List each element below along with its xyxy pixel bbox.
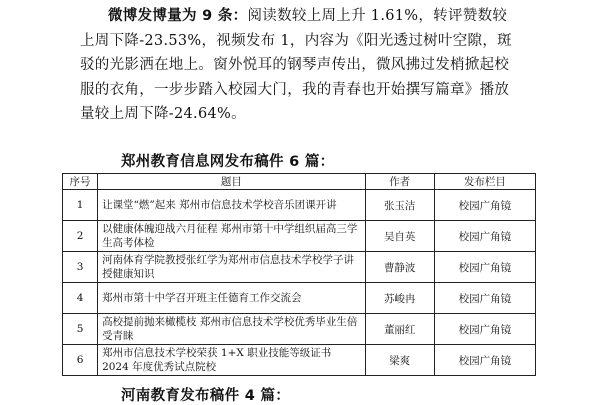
row-title: 河南体育学院教授张红学为郑州市信息技术学校学子讲授健康知识 <box>98 252 366 283</box>
header-column: 发布栏目 <box>434 174 535 190</box>
table-row <box>63 283 536 314</box>
row-column: 校园广角镜 <box>434 190 535 221</box>
row-title: 以健康体魄迎战六月征程 郑州市第十中学组织届高三学生高考体检 <box>98 221 366 252</box>
row-title: 高校提前抛来橄榄枝 郑州市信息技术学校优秀毕业生倍受青睐 <box>98 314 366 345</box>
header-author: 作者 <box>365 174 434 190</box>
table-row <box>63 314 536 345</box>
row-no: 2 <box>63 221 98 252</box>
weibo-label: 微博发博量为 9 条： <box>108 8 248 24</box>
table-row <box>63 252 536 283</box>
table-row <box>63 190 536 221</box>
row-author: 曹静波 <box>365 252 434 283</box>
row-column: 校园广角镜 <box>434 345 535 376</box>
row-no: 5 <box>63 314 98 345</box>
row-no: 4 <box>63 283 98 314</box>
articles-table <box>62 173 536 376</box>
row-author: 吴自英 <box>365 221 434 252</box>
table-row <box>63 221 536 252</box>
row-author: 苏峻冉 <box>365 283 434 314</box>
row-no: 6 <box>63 345 98 376</box>
header-no: 序号 <box>63 174 98 190</box>
row-column: 校园广角镜 <box>434 283 535 314</box>
header-title: 题目 <box>98 174 366 190</box>
section-title-zzedu: 郑州教育信息网发布稿件 6 篇： <box>121 154 335 170</box>
row-column: 校园广角镜 <box>434 314 535 345</box>
weibo-text: 阅读数较上周上升 1.61%，转评赞数较上周下降-23.53%，视频发布 1，内容为《阳光透过树叶空隙，斑驳的光影洒在地上。窗外悦耳的钢琴声传出，微风拂过发梢掀起校服的衣角，一步步踏入校园大门，我的青春也开始撰写篇章》播放量较上周下降-24.64%。 <box>80 8 512 122</box>
section-title-henan-edu: 河南教育发布稿件 4 篇： <box>121 388 291 404</box>
table-row <box>63 345 536 376</box>
row-author: 张玉洁 <box>365 190 434 221</box>
row-title: 郑州市第十中学召开班主任德育工作交流会 <box>98 283 366 314</box>
weibo-paragraph <box>80 4 520 127</box>
row-column: 校园广角镜 <box>434 252 535 283</box>
row-column: 校园广角镜 <box>434 221 535 252</box>
row-title: 郑州市信息技术学校荣获 1+X 职业技能等级证书 2024 年度优秀试点院校 <box>98 345 366 376</box>
row-no: 1 <box>63 190 98 221</box>
row-author: 梁爽 <box>365 345 434 376</box>
table-header-row <box>63 174 536 190</box>
row-title: 让课堂“燃”起来 郑州市信息技术学校音乐团课开讲 <box>98 190 366 221</box>
row-author: 董丽红 <box>365 314 434 345</box>
row-no: 3 <box>63 252 98 283</box>
